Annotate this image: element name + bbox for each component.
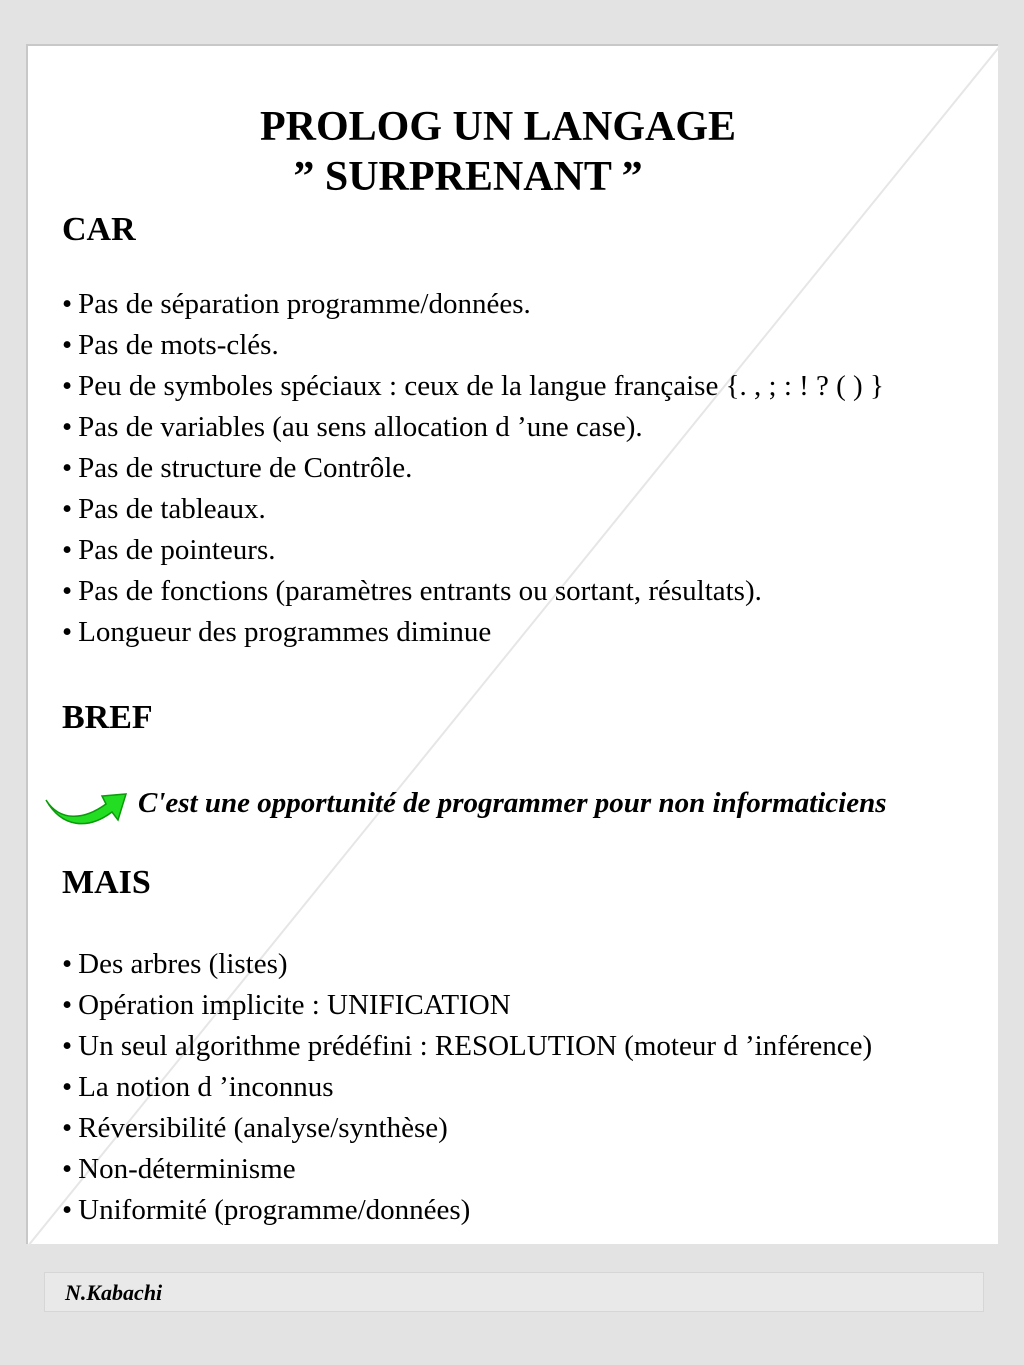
list-item: • Pas de pointeurs. <box>62 534 276 566</box>
list-item: • Réversibilité (analyse/synthèse) <box>62 1112 448 1144</box>
heading-bref: BREF <box>62 699 153 736</box>
list-item: • Non-déterminisme <box>62 1153 296 1185</box>
bullet: • <box>62 616 73 648</box>
slide-title-line-2: ” SURPRENANT ” <box>293 154 643 200</box>
bullet: • <box>62 493 73 525</box>
bullet: • <box>62 948 73 980</box>
list-item: • Pas de structure de Contrôle. <box>62 452 413 484</box>
bullet: • <box>62 534 73 566</box>
footer-bar <box>44 1272 984 1312</box>
list-item: • Longueur des programmes diminue <box>62 616 492 648</box>
list-item: • La notion d ’inconnus <box>62 1071 334 1103</box>
list-item: • Uniformité (programme/données) <box>62 1194 471 1226</box>
footer-author: N.Kabachi <box>65 1280 163 1305</box>
list-item: • Des arbres (listes) <box>62 948 288 980</box>
slide <box>26 44 998 1244</box>
list-item: • Pas de variables (au sens allocation d ’une case). <box>62 411 643 443</box>
bullet: • <box>62 1153 73 1185</box>
bullet: • <box>62 1112 73 1144</box>
list-mais <box>62 944 872 1231</box>
bullet: • <box>62 989 73 1021</box>
slide-title-line-1: PROLOG UN LANGAGE <box>259 104 737 150</box>
heading-mais: MAIS <box>62 864 151 901</box>
list-item: • Opération implicite : UNIFICATION <box>62 989 511 1021</box>
bullet: • <box>62 370 73 402</box>
bullet: • <box>62 575 73 607</box>
bullet: • <box>62 411 73 443</box>
curved-green-arrow-icon <box>44 786 128 836</box>
list-item: • Pas de fonctions (paramètres entrants ou sortant, résultats). <box>62 575 762 607</box>
list-item: • Pas de tableaux. <box>62 493 266 525</box>
list-item: • Pas de séparation programme/données. <box>62 288 531 320</box>
bullet: • <box>62 1194 73 1226</box>
list-car <box>62 284 884 653</box>
bullet: • <box>62 452 73 484</box>
list-item: • Peu de symboles spéciaux : ceux de la langue française {. , ; : ! ? ( ) } <box>62 370 884 402</box>
bullet: • <box>62 1071 73 1103</box>
bullet: • <box>62 329 73 361</box>
heading-car: CAR <box>62 211 136 248</box>
bullet: • <box>62 1030 73 1062</box>
list-item: • Pas de mots-clés. <box>62 329 279 361</box>
conclusion-text: C'est une opportunité de programmer pour non informaticiens <box>138 787 887 819</box>
bullet: • <box>62 288 73 320</box>
list-item: • Un seul algorithme prédéfini : RESOLUTION (moteur d ’inférence) <box>62 1030 873 1062</box>
